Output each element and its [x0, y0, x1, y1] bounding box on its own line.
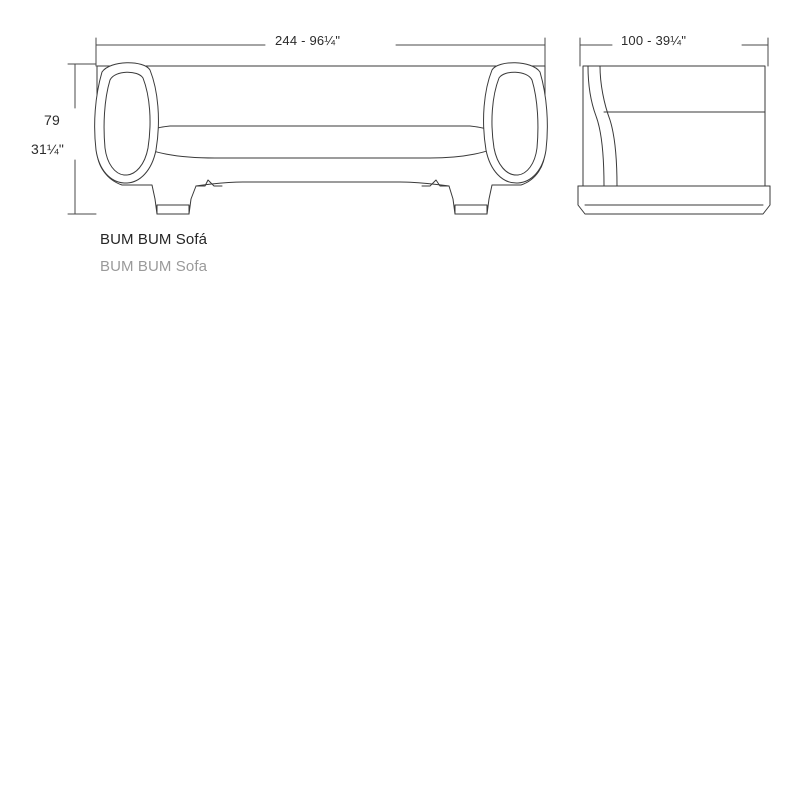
- height-dimension-line: [68, 64, 96, 214]
- front-left-armrest-inner: [104, 72, 150, 175]
- product-name-spanish: BUM BUM Sofá: [100, 231, 208, 248]
- side-elevation-view: [578, 66, 770, 214]
- height-label-inches: 31¼": [31, 141, 65, 157]
- front-right-armrest-inner: [492, 72, 538, 175]
- front-elevation-view: [95, 63, 548, 214]
- front-width-label: 244 - 96¼": [275, 33, 341, 48]
- height-label-cm: 79: [44, 112, 60, 128]
- side-width-label: 100 - 39¼": [621, 33, 687, 48]
- product-name-english: BUM BUM Sofa: [100, 258, 208, 275]
- front-body-outline: [97, 66, 545, 214]
- side-body-outline: [578, 66, 770, 214]
